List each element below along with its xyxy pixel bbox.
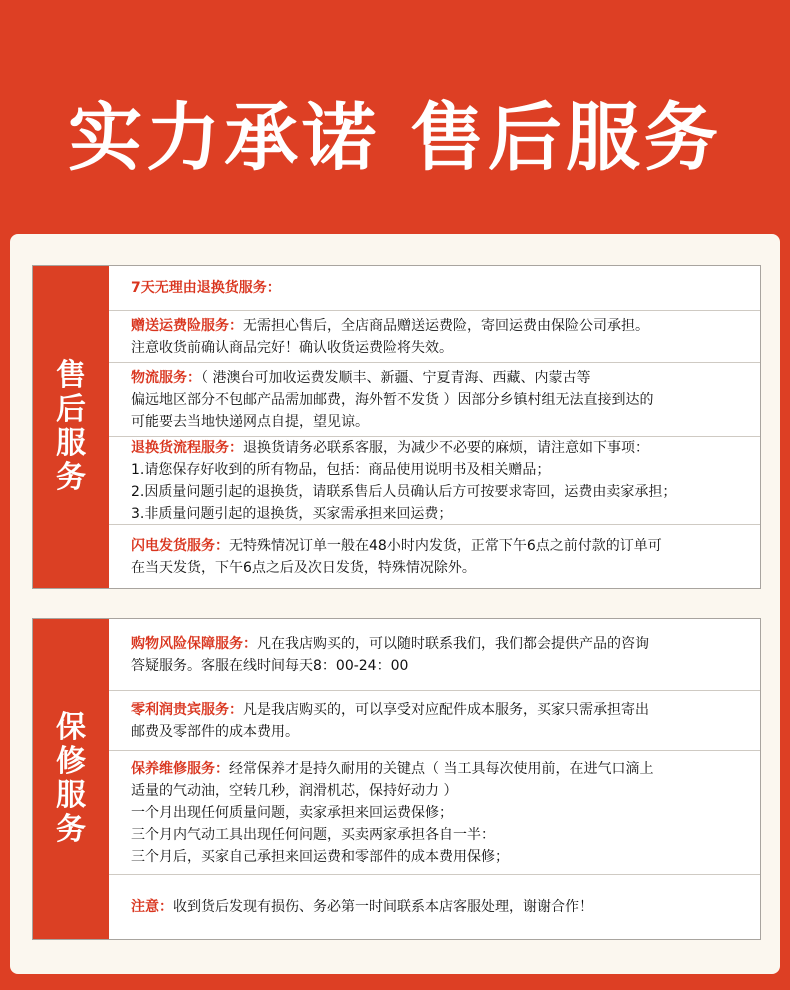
- row-text: 三个月内气动工具出现任何问题，买卖两家承担各自一半：: [131, 826, 495, 843]
- row-seven-day-return: [109, 266, 760, 311]
- row-text: 无特殊情况订单一般在48小时内发货，正常下午6点之前付款的订单可: [229, 537, 662, 554]
- row-text: 经常保养才是持久耐用的关键点（ 当工具每次使用前，在进气口滴上: [229, 760, 654, 777]
- row-label: 零利润贵宾服务：: [131, 701, 243, 718]
- side-char: 保: [56, 710, 86, 745]
- row-label: 7天无理由退换货服务：: [131, 280, 281, 296]
- row-text: 3.非质量问题引起的退换货，买家需承担来回运费；: [131, 505, 453, 522]
- row-label: 赠送运费险服务：: [131, 317, 243, 334]
- row-text: 凡在我店购买的，可以随时联系我们，我们都会提供产品的咨询: [257, 635, 649, 652]
- side-char: 后: [56, 392, 86, 427]
- row-text: 答疑服务。客服在线时间每天8：00-24：00: [131, 657, 409, 674]
- row-text: 可能要去当地快递网点自提，望见谅。: [131, 413, 369, 430]
- row-logistics: [109, 363, 760, 437]
- row-text: 邮费及零部件的成本费用。: [131, 723, 299, 740]
- after-sales-section: [32, 265, 761, 589]
- after-sales-side-label: [33, 266, 109, 588]
- warranty-body: [109, 619, 760, 939]
- row-text: 偏远地区部分不包邮产品需加邮费，海外暂不发货 ）因部分乡镇村组无法直接到达的: [131, 391, 654, 408]
- row-notice: [109, 875, 760, 939]
- row-label: 购物风险保障服务：: [131, 635, 257, 652]
- row-text: 适量的气动油，空转几秒，润滑机芯，保持好动力 ）: [131, 782, 458, 799]
- side-char: 售: [56, 358, 86, 393]
- row-text: 三个月后，买家自己承担来回运费和零部件的成本费用保修；: [131, 848, 509, 865]
- row-label: 闪电发货服务：: [131, 537, 229, 554]
- page-title: 实力承诺 售后服务: [68, 95, 722, 181]
- row-text: 2.因质量问题引起的退换货，请联系售后人员确认后方可按要求寄回，运费由卖家承担；: [131, 483, 677, 500]
- side-char: 服: [56, 778, 86, 813]
- row-maintenance: [109, 751, 760, 875]
- row-text: （ 港澳台可加收运费发顺丰、新疆、宁夏青海、西藏、内蒙古等: [201, 369, 591, 386]
- row-label: 物流服务：: [131, 369, 201, 386]
- row-text: 1.请您保存好收到的所有物品，包括：商品使用说明书及相关赠品；: [131, 461, 551, 478]
- row-vip-service: [109, 691, 760, 751]
- row-shipping-insurance: [109, 311, 760, 363]
- row-fast-delivery: [109, 525, 760, 588]
- warranty-side-label: [33, 619, 109, 939]
- row-text: 注意收货前确认商品完好！确认收货运费险将失效。: [131, 339, 453, 356]
- side-char: 修: [56, 744, 86, 779]
- row-label: 退换货流程服务：: [131, 439, 243, 456]
- side-char: 务: [56, 812, 86, 847]
- row-text: 在当天发货，下午6点之后及次日发货，特殊情况除外。: [131, 559, 476, 576]
- row-text: 退换货请务必联系客服，为减少不必要的麻烦，请注意如下事项：: [243, 439, 649, 456]
- row-return-process: [109, 437, 760, 525]
- row-text: 无需担心售后，全店商品赠送运费险，寄回运费由保险公司承担。: [243, 317, 649, 334]
- after-sales-body: [109, 266, 760, 588]
- row-label: 注意：: [131, 899, 173, 915]
- row-text: 一个月出现任何质量问题，卖家承担来回运费保修；: [131, 804, 453, 821]
- row-label: 保养维修服务：: [131, 760, 229, 777]
- row-shopping-protection: [109, 619, 760, 691]
- side-char: 务: [56, 460, 86, 495]
- side-char: 服: [56, 426, 86, 461]
- row-text: 收到货后发现有损伤、务必第一时间联系本店客服处理，谢谢合作！: [173, 899, 593, 915]
- warranty-section: [32, 618, 761, 940]
- row-text: 凡是我店购买的，可以享受对应配件成本服务，买家只需承担寄出: [243, 701, 649, 718]
